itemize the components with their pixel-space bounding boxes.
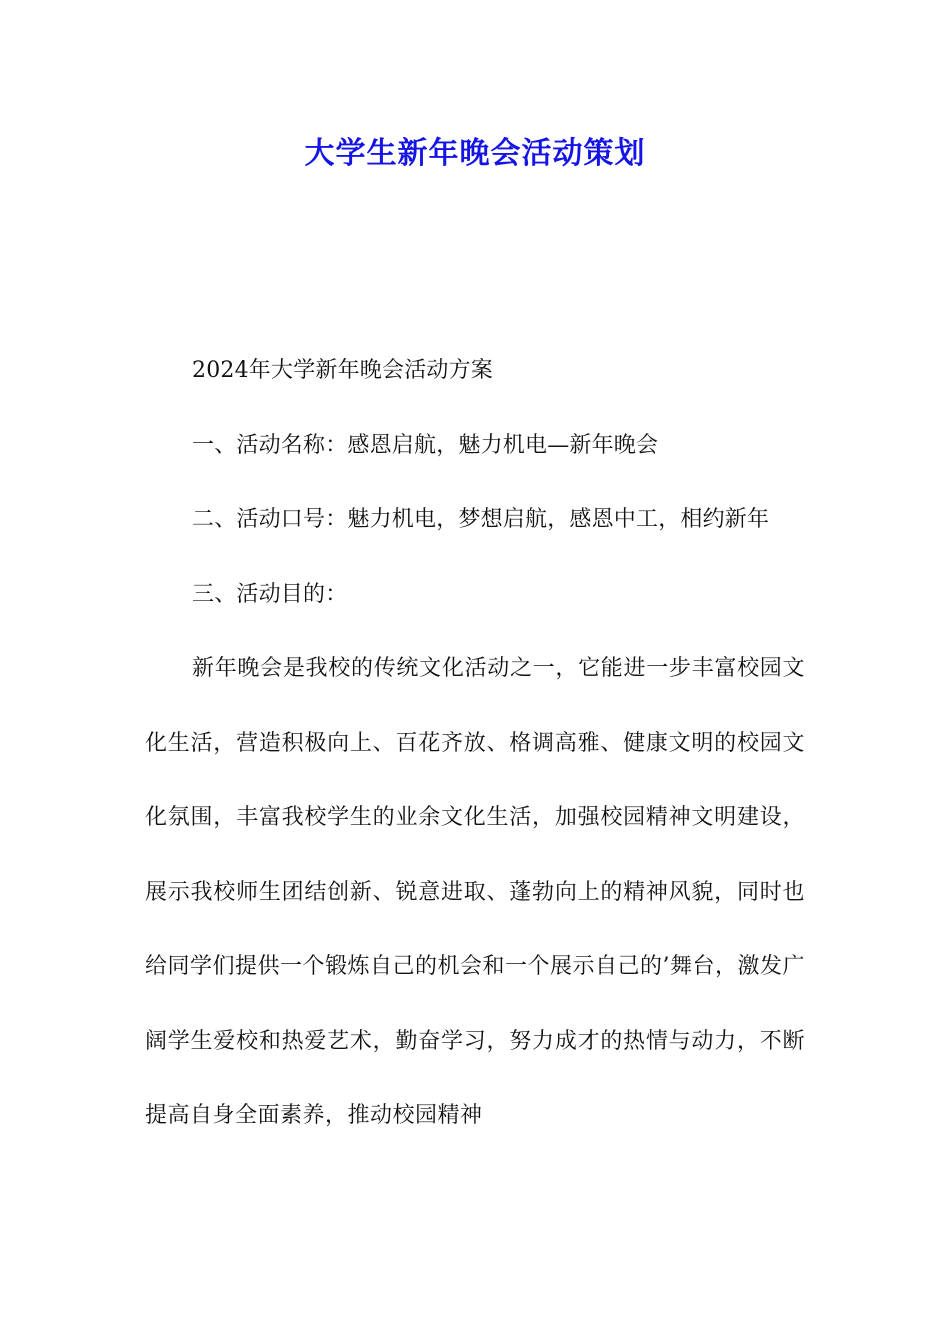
section-activity-purpose: 三、活动目的： [192, 581, 348, 607]
section-activity-name: 一、活动名称：感恩启航，魅力机电—新年晚会 [192, 432, 659, 458]
plan-heading: 2024年大学新年晚会活动方案 [192, 358, 493, 383]
document-body [145, 334, 805, 1154]
section-activity-slogan: 二、活动口号：魅力机电，梦想启航，感恩中工，相约新年 [192, 507, 770, 532]
purpose-paragraph: 新年晚会是我校的传统文化活动之一，它能进一步丰富校园文化生活，营造积极向上、百花齐放、格调高雅、健康文明的校园文化氛围，丰富我校学生的业余文化生活，加强校园精神文明建设，展示我校师生团结创新、锐意进取、蓬勃向上的精神风貌，同时也给同学们提供一个锻炼自己的机会和一个展示自己的’舞台，激发广阔学生爱校和热爱艺术，勤奋学习，努力成才的热情与动力，不断提高自身全面素养，推动校园精神 [145, 656, 805, 1128]
document-title: 大学生新年晚会活动策划 [304, 136, 646, 171]
